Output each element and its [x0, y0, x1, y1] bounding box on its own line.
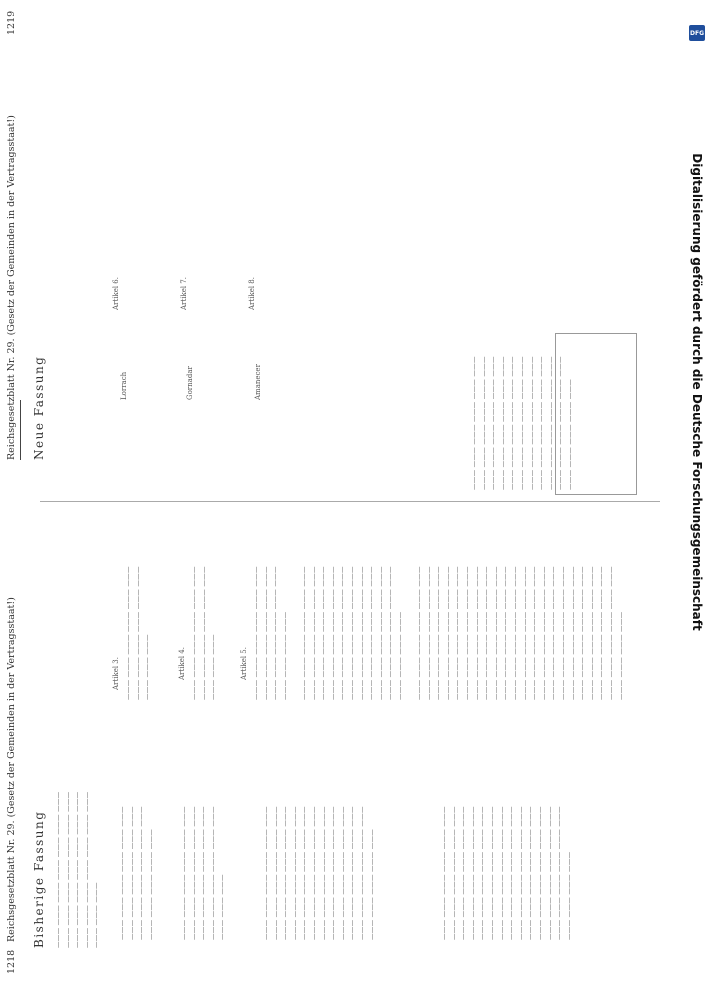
left-text-block-3: ——— ——— ——— ——— ——— ——— ——— ——— ——— ——— ——— ——— ——— ——— ——— ——— ——— ——— ——— ——— ——— ——— ——— ——— ——— ——— ——— [180, 806, 227, 940]
margin-note-1: Lorrach [120, 371, 128, 400]
boxed-table [555, 333, 637, 495]
mid-text-block-3: ——— ——— ——— ——— ——— ——— ——— ——— ——— ——— ——— ——— ——— ——— ——— ——— ——— ——— ——— ——— ——— ——— ——— ——— ——— ——— ——— ——— ——— ——— ——— ——— ——— ——— ——— ——— ——— ——— ——— ——— ——— ——— ——— ——— ——— ——— ——— ——— ——— ——— ——— ——— ——— ——— ——— ——— ——— ——— ——— ——— ——— ——— ——— ——— ——— ——— ——— ——— ——— ——— ——— ——— ——— ——— ——— ——— ——— ——— ——— ——— ——— ——— ——— ——— ——— ——— ——— ——— ——— ——— ——— ——— ——— ——— ——— ——— ——— ——— ——— ——— ——— ——— ——— ——— ——— ——— ——— ——— ——— ——— ——— ——— ——— ——— ——— ——— ——— ——— ——— ——— ——— ——— ——— ——— ——— ——— ——— ——— ——— ——— ——— ——— ——— ——— ——— ——— ——— ——— ——— ——— ——— ——— ——— ——— ——— ——— ——— ——— ——— ——— ——— ——— ——— ——— ——— ——— ——— ——— ——— ——— ——— ——— ——— ——— ——— ——— ——— ——— ——— ——— ——— ——— ——— ——— ——— ——— ——— ——— ——— ——— ——— ——— ——— ——— ——— ——— ——— ——— ——— ——— ——— ——— ——— ——— ——— ——— ——— ——— ——— ——— ——— ——— ——— ——— ——— ——— ——— ——— ——— ——— ——— ——— ——— ——— ——— ——— [252, 566, 625, 700]
right-text-block: ——— ——— ——— ——— ——— ——— ——— ——— ——— ——— ——— ——— ——— ——— ——— ——— ——— ——— ——— ——— ——— ——— ——— ——— ——— ——— ——— ——— ——— ——— ——— ——— ——— ——— ——— ——— ——— ——— ——— ——— ——— ——— ——— ——— ——— ——— ——— ——— ——— ——— ——— ——— ——— ——— ——— ——— ——— ——— ——— ——— ——— ——— ——— ——— ——— [470, 356, 574, 490]
left-section-head: Bisherige Fassung [32, 810, 46, 948]
mid-text-block-1: ——— ——— ——— ——— ——— ——— ——— ——— ——— ——— ——— ——— ——— ——— ——— [124, 566, 152, 700]
dfg-caption: Digitalisierung gefördert durch die Deutsche Forschungsgemeinschaft [690, 153, 704, 631]
right-running-head: Reichsgesetzblatt Nr. 29. (Gesetz der Gemeinden in der Vertragsstaat!) [6, 115, 17, 460]
art3-label: Artikel 3. [112, 657, 120, 690]
art8-label: Artikel 8. [248, 277, 256, 310]
left-page-number: 1218 [6, 949, 17, 974]
column-divider [40, 501, 660, 502]
dfg-logo: DFG [689, 25, 705, 41]
margin-note-2: Gornadar [186, 366, 194, 400]
right-page-number: 1219 [6, 10, 17, 35]
margin-note-3: Amanecer [254, 364, 262, 400]
mid-text-block-2: ——— ——— ——— ——— ——— ——— ——— ——— ——— ——— ——— ——— ——— ——— ——— [190, 566, 218, 700]
left-text-block-4: ——— ——— ——— ——— ——— ——— ——— ——— ——— ——— ——— ——— ——— ——— ——— ——— ——— ——— ——— ——— ——— ——— ——— ——— ——— ——— ——— ——— ——— ——— ——— ——— ——— ——— ——— ——— ——— ——— ——— ——— ——— ——— ——— ——— ——— ——— ——— ——— ——— ——— ——— ——— ——— ——— ——— ——— ——— ——— ——— ——— ——— ——— ——— ——— ——— ——— ——— ——— ——— ——— ——— [262, 806, 376, 940]
art5-label: Artikel 5. [240, 647, 248, 680]
art4-label: Artikel 4. [178, 647, 186, 680]
left-running-head: Reichsgesetzblatt Nr. 29. (Gesetz der Gemeinden in der Vertragsstaat!) [6, 597, 17, 942]
left-text-block-1: ——— ——— ——— ——— ——— ——— ——— ——— ——— ——— ——— ——— ——— ——— ——— ——— ——— ——— ——— ——— ——— ——— ——— ——— ——— ——— ——— ——— ——— ——— ——— [54, 791, 101, 948]
art6-label: Artikel 6. [112, 277, 120, 310]
right-section-head: Neue Fassung [32, 355, 46, 460]
art7-label: Artikel 7. [180, 277, 188, 310]
left-text-block-5: ——— ——— ——— ——— ——— ——— ——— ——— ——— ——— ——— ——— ——— ——— ——— ——— ——— ——— ——— ——— ——— ——— ——— ——— ——— ——— ——— ——— ——— ——— ——— ——— ——— ——— ——— ——— ——— ——— ——— ——— ——— ——— ——— ——— ——— ——— ——— ——— ——— ——— ——— ——— ——— ——— ——— ——— ——— ——— ——— ——— ——— ——— ——— ——— ——— ——— ——— ——— ——— ——— ——— ——— ——— ——— ——— ——— ——— ——— ——— ——— ——— ——— [440, 806, 573, 940]
left-text-block-2: ——— ——— ——— ——— ——— ——— ——— ——— ——— ——— ——— ——— ——— ——— ——— ——— ——— ——— ——— ——— ——— ——— ——— [118, 806, 155, 940]
header-rule [20, 400, 21, 460]
